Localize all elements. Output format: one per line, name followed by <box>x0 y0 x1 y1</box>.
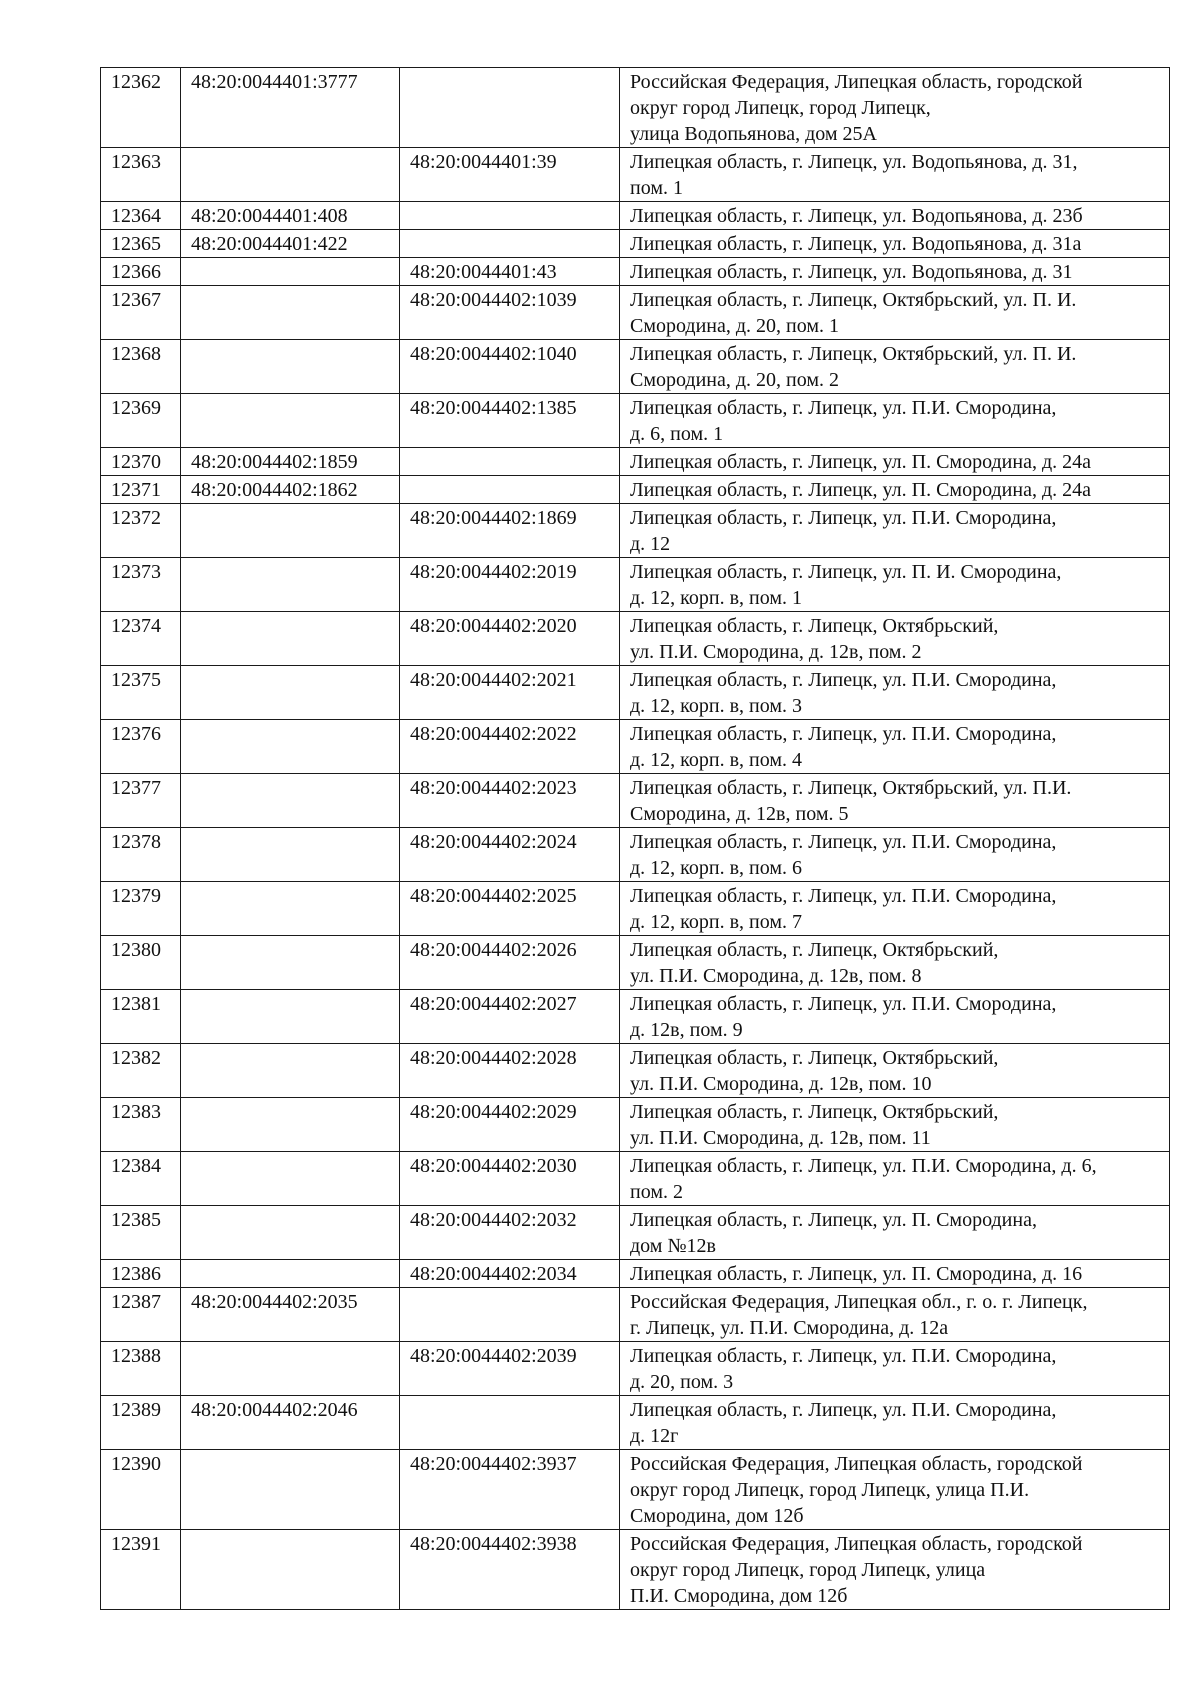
parent-cadastral-number-cell: 48:20:0044402:2024 <box>400 828 620 882</box>
cadastral-number-cell <box>181 990 400 1044</box>
row-number-cell: 12366 <box>101 258 181 286</box>
cadastral-number-cell <box>181 286 400 340</box>
cadastral-number-cell: 48:20:0044402:2046 <box>181 1396 400 1450</box>
address-cell: Липецкая область, г. Липецк, ул. П.И. Смородина, д. 12 <box>620 504 1170 558</box>
table-row <box>101 1288 1170 1342</box>
row-number-cell: 12372 <box>101 504 181 558</box>
table-row <box>101 448 1170 476</box>
table-row <box>101 936 1170 990</box>
address-cell: Липецкая область, г. Липецк, ул. П. Смородина, д. 16 <box>620 1260 1170 1288</box>
cadastral-number-cell <box>181 558 400 612</box>
address-cell: Липецкая область, г. Липецк, Октябрьский, ул. П.И. Смородина, д. 12в, пом. 5 <box>620 774 1170 828</box>
cadastral-number-cell <box>181 504 400 558</box>
table-row <box>101 666 1170 720</box>
table-row <box>101 230 1170 258</box>
cadastral-number-cell <box>181 1152 400 1206</box>
address-cell: Липецкая область, г. Липецк, ул. П.И. Смородина, д. 12в, пом. 9 <box>620 990 1170 1044</box>
address-cell: Российская Федерация, Липецкая область, городской округ город Липецк, город Липецк, улица П.И. Смородина, дом 12б <box>620 1450 1170 1530</box>
row-number-cell: 12374 <box>101 612 181 666</box>
table-row <box>101 720 1170 774</box>
address-cell: Российская Федерация, Липецкая обл., г. о. г. Липецк, г. Липецк, ул. П.И. Смородина, д. 12а <box>620 1288 1170 1342</box>
table-row <box>101 882 1170 936</box>
parent-cadastral-number-cell <box>400 1288 620 1342</box>
parent-cadastral-number-cell: 48:20:0044402:1869 <box>400 504 620 558</box>
row-number-cell: 12379 <box>101 882 181 936</box>
parent-cadastral-number-cell <box>400 230 620 258</box>
row-number-cell: 12377 <box>101 774 181 828</box>
parent-cadastral-number-cell: 48:20:0044402:2030 <box>400 1152 620 1206</box>
parent-cadastral-number-cell: 48:20:0044402:2039 <box>400 1342 620 1396</box>
parent-cadastral-number-cell <box>400 448 620 476</box>
address-cell: Липецкая область, г. Липецк, ул. Водопьянова, д. 23б <box>620 202 1170 230</box>
table-row <box>101 476 1170 504</box>
parent-cadastral-number-cell: 48:20:0044402:2026 <box>400 936 620 990</box>
row-number-cell: 12390 <box>101 1450 181 1530</box>
parent-cadastral-number-cell: 48:20:0044402:3937 <box>400 1450 620 1530</box>
row-number-cell: 12380 <box>101 936 181 990</box>
cadastral-number-cell <box>181 666 400 720</box>
row-number-cell: 12364 <box>101 202 181 230</box>
parent-cadastral-number-cell: 48:20:0044401:39 <box>400 148 620 202</box>
cadastral-number-cell <box>181 1450 400 1530</box>
address-cell: Липецкая область, г. Липецк, Октябрьский, ул. П. И. Смородина, д. 20, пом. 1 <box>620 286 1170 340</box>
table-row <box>101 1396 1170 1450</box>
parent-cadastral-number-cell: 48:20:0044402:2032 <box>400 1206 620 1260</box>
row-number-cell: 12381 <box>101 990 181 1044</box>
address-cell: Липецкая область, г. Липецк, ул. Водопьянова, д. 31, пом. 1 <box>620 148 1170 202</box>
table-row <box>101 1260 1170 1288</box>
table-row <box>101 1450 1170 1530</box>
parent-cadastral-number-cell: 48:20:0044402:2027 <box>400 990 620 1044</box>
parent-cadastral-number-cell: 48:20:0044402:2028 <box>400 1044 620 1098</box>
cadastral-number-cell <box>181 720 400 774</box>
parent-cadastral-number-cell: 48:20:0044402:2023 <box>400 774 620 828</box>
cadastral-number-cell <box>181 774 400 828</box>
cadastral-number-cell <box>181 1342 400 1396</box>
property-table <box>100 67 1170 1610</box>
address-cell: Липецкая область, г. Липецк, ул. Водопьянова, д. 31а <box>620 230 1170 258</box>
parent-cadastral-number-cell: 48:20:0044402:2034 <box>400 1260 620 1288</box>
parent-cadastral-number-cell: 48:20:0044402:3938 <box>400 1530 620 1610</box>
address-cell: Липецкая область, г. Липецк, ул. П.И. Смородина, д. 12, корп. в, пом. 6 <box>620 828 1170 882</box>
address-cell: Липецкая область, г. Липецк, ул. П. И. Смородина, д. 12, корп. в, пом. 1 <box>620 558 1170 612</box>
cadastral-number-cell <box>181 882 400 936</box>
row-number-cell: 12369 <box>101 394 181 448</box>
table-row <box>101 148 1170 202</box>
cadastral-number-cell: 48:20:0044401:408 <box>181 202 400 230</box>
cadastral-number-cell <box>181 828 400 882</box>
parent-cadastral-number-cell: 48:20:0044402:2029 <box>400 1098 620 1152</box>
cadastral-number-cell <box>181 1530 400 1610</box>
address-cell: Липецкая область, г. Липецк, ул. П.И. Смородина, д. 12, корп. в, пом. 3 <box>620 666 1170 720</box>
parent-cadastral-number-cell: 48:20:0044402:2021 <box>400 666 620 720</box>
table-row <box>101 990 1170 1044</box>
cadastral-number-cell <box>181 1260 400 1288</box>
row-number-cell: 12391 <box>101 1530 181 1610</box>
address-cell: Липецкая область, г. Липецк, ул. П.И. Смородина, д. 6, пом. 2 <box>620 1152 1170 1206</box>
row-number-cell: 12365 <box>101 230 181 258</box>
cadastral-number-cell: 48:20:0044402:1862 <box>181 476 400 504</box>
table-row <box>101 340 1170 394</box>
cadastral-number-cell <box>181 936 400 990</box>
cadastral-number-cell <box>181 1098 400 1152</box>
row-number-cell: 12373 <box>101 558 181 612</box>
cadastral-number-cell <box>181 258 400 286</box>
cadastral-number-cell <box>181 394 400 448</box>
table-row <box>101 258 1170 286</box>
address-cell: Липецкая область, г. Липецк, Октябрьский, ул. П.И. Смородина, д. 12в, пом. 11 <box>620 1098 1170 1152</box>
table-row <box>101 504 1170 558</box>
table-row <box>101 1342 1170 1396</box>
table-row <box>101 558 1170 612</box>
address-cell: Липецкая область, г. Липецк, Октябрьский, ул. П.И. Смородина, д. 12в, пом. 8 <box>620 936 1170 990</box>
table-row <box>101 612 1170 666</box>
table-row <box>101 828 1170 882</box>
row-number-cell: 12376 <box>101 720 181 774</box>
cadastral-number-cell <box>181 612 400 666</box>
parent-cadastral-number-cell: 48:20:0044402:1040 <box>400 340 620 394</box>
address-cell: Липецкая область, г. Липецк, Октябрьский, ул. П. И. Смородина, д. 20, пом. 2 <box>620 340 1170 394</box>
address-cell: Российская Федерация, Липецкая область, городской округ город Липецк, город Липецк, улица Водопьянова, дом 25А <box>620 68 1170 148</box>
table-row <box>101 1098 1170 1152</box>
row-number-cell: 12362 <box>101 68 181 148</box>
table-row <box>101 286 1170 340</box>
address-cell: Липецкая область, г. Липецк, ул. Водопьянова, д. 31 <box>620 258 1170 286</box>
parent-cadastral-number-cell: 48:20:0044402:1385 <box>400 394 620 448</box>
parent-cadastral-number-cell: 48:20:0044402:1039 <box>400 286 620 340</box>
row-number-cell: 12370 <box>101 448 181 476</box>
parent-cadastral-number-cell <box>400 476 620 504</box>
row-number-cell: 12371 <box>101 476 181 504</box>
property-table-body <box>101 68 1170 1610</box>
row-number-cell: 12363 <box>101 148 181 202</box>
parent-cadastral-number-cell: 48:20:0044402:2025 <box>400 882 620 936</box>
row-number-cell: 12384 <box>101 1152 181 1206</box>
cadastral-number-cell <box>181 1206 400 1260</box>
row-number-cell: 12367 <box>101 286 181 340</box>
row-number-cell: 12386 <box>101 1260 181 1288</box>
row-number-cell: 12385 <box>101 1206 181 1260</box>
address-cell: Липецкая область, г. Липецк, ул. П.И. Смородина, д. 20, пом. 3 <box>620 1342 1170 1396</box>
row-number-cell: 12388 <box>101 1342 181 1396</box>
row-number-cell: 12368 <box>101 340 181 394</box>
address-cell: Липецкая область, г. Липецк, ул. П. Смородина, д. 24а <box>620 448 1170 476</box>
table-row <box>101 1530 1170 1610</box>
address-cell: Липецкая область, г. Липецк, ул. П.И. Смородина, д. 12г <box>620 1396 1170 1450</box>
cadastral-number-cell: 48:20:0044401:422 <box>181 230 400 258</box>
table-row <box>101 394 1170 448</box>
address-cell: Липецкая область, г. Липецк, ул. П.И. Смородина, д. 6, пом. 1 <box>620 394 1170 448</box>
address-cell: Липецкая область, г. Липецк, Октябрьский, ул. П.И. Смородина, д. 12в, пом. 2 <box>620 612 1170 666</box>
table-row <box>101 774 1170 828</box>
parent-cadastral-number-cell <box>400 202 620 230</box>
cadastral-number-cell <box>181 340 400 394</box>
cadastral-number-cell: 48:20:0044401:3777 <box>181 68 400 148</box>
parent-cadastral-number-cell: 48:20:0044402:2020 <box>400 612 620 666</box>
address-cell: Липецкая область, г. Липецк, ул. П.И. Смородина, д. 12, корп. в, пом. 7 <box>620 882 1170 936</box>
table-row <box>101 68 1170 148</box>
address-cell: Липецкая область, г. Липецк, ул. П. Смородина, д. 24а <box>620 476 1170 504</box>
row-number-cell: 12383 <box>101 1098 181 1152</box>
cadastral-number-cell: 48:20:0044402:1859 <box>181 448 400 476</box>
address-cell: Липецкая область, г. Липецк, ул. П.И. Смородина, д. 12, корп. в, пом. 4 <box>620 720 1170 774</box>
parent-cadastral-number-cell: 48:20:0044401:43 <box>400 258 620 286</box>
table-row <box>101 1152 1170 1206</box>
row-number-cell: 12382 <box>101 1044 181 1098</box>
row-number-cell: 12389 <box>101 1396 181 1450</box>
row-number-cell: 12375 <box>101 666 181 720</box>
cadastral-number-cell <box>181 1044 400 1098</box>
address-cell: Липецкая область, г. Липецк, Октябрьский, ул. П.И. Смородина, д. 12в, пом. 10 <box>620 1044 1170 1098</box>
table-row <box>101 1206 1170 1260</box>
address-cell: Российская Федерация, Липецкая область, городской округ город Липецк, город Липецк, улица П.И. Смородина, дом 12б <box>620 1530 1170 1610</box>
cadastral-number-cell <box>181 148 400 202</box>
cadastral-number-cell: 48:20:0044402:2035 <box>181 1288 400 1342</box>
table-row <box>101 202 1170 230</box>
parent-cadastral-number-cell <box>400 68 620 148</box>
row-number-cell: 12387 <box>101 1288 181 1342</box>
parent-cadastral-number-cell <box>400 1396 620 1450</box>
parent-cadastral-number-cell: 48:20:0044402:2019 <box>400 558 620 612</box>
address-cell: Липецкая область, г. Липецк, ул. П. Смородина, дом №12в <box>620 1206 1170 1260</box>
row-number-cell: 12378 <box>101 828 181 882</box>
parent-cadastral-number-cell: 48:20:0044402:2022 <box>400 720 620 774</box>
table-row <box>101 1044 1170 1098</box>
